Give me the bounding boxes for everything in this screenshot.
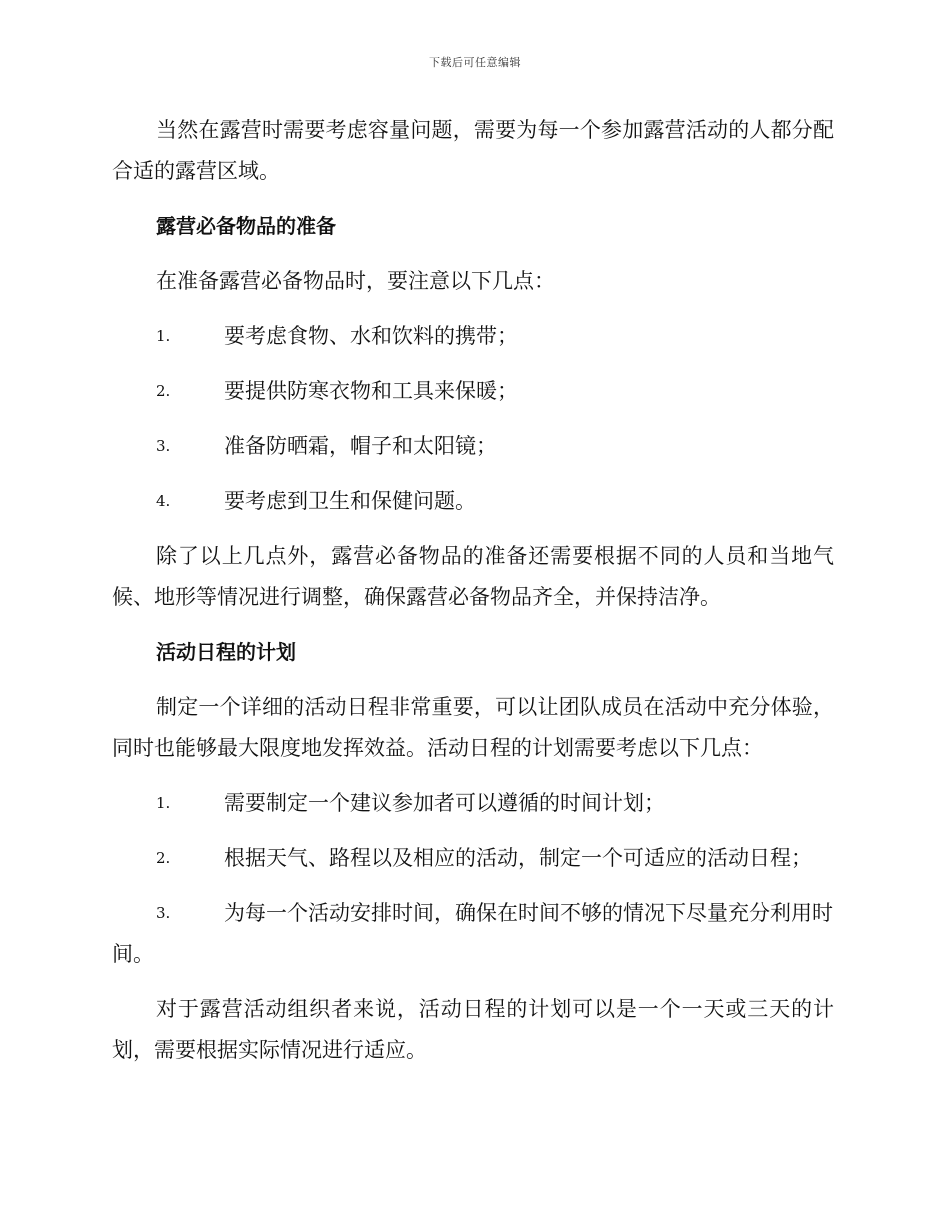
page-header: 下载后可任意编辑 [429, 56, 521, 69]
paragraph-capacity: 当然在露营时需要考虑容量问题，需要为每一个参加露营活动的人都分配合适的露营区域。 [112, 118, 834, 183]
list-item [112, 481, 834, 522]
list-item-number: 3. [156, 904, 171, 922]
list-item-text: 需要制定一个建议参加者可以遵循的时间计划； [224, 791, 665, 815]
list-item-number: 2. [156, 382, 171, 400]
list-item-text: 要提供防寒衣物和工具来保暖； [224, 379, 518, 403]
list-item-text: 要考虑到卫生和保健问题。 [224, 489, 476, 513]
section-heading-supplies: 露营必备物品的准备 [156, 214, 336, 238]
list-item [112, 316, 834, 357]
section-heading-schedule: 活动日程的计划 [156, 640, 296, 664]
list-item-number: 2. [156, 849, 171, 867]
list-item-text: 准备防晒霜，帽子和太阳镜； [224, 434, 497, 458]
list-item-text: 为每一个活动安排时间，确保在时间不够的情况下尽量充分利用时间。 [112, 901, 833, 966]
list-item [112, 893, 834, 975]
paragraph-schedule-closing: 对于露营活动组织者来说，活动日程的计划可以是一个一天或三天的计划，需要根据实际情况进行适应。 [112, 997, 834, 1062]
list-item [112, 371, 834, 412]
list-item-number: 1. [156, 327, 171, 345]
paragraph-supplies-intro: 在准备露营必备物品时，要注意以下几点： [156, 269, 555, 293]
document-body [112, 110, 834, 1085]
list-item-text: 要考虑食物、水和饮料的携带； [224, 324, 518, 348]
list-item-text: 根据天气、路程以及相应的活动，制定一个可适应的活动日程； [224, 846, 812, 870]
list-item [112, 783, 834, 824]
list-item [112, 838, 834, 879]
paragraph-schedule-intro: 制定一个详细的活动日程非常重要，可以让团队成员在活动中充分体验，同时也能够最大限度地发挥效益。活动日程的计划需要考虑以下几点： [112, 695, 834, 760]
list-item-number: 3. [156, 437, 171, 455]
list-item-number: 1. [156, 794, 171, 812]
list-item-number: 4. [156, 492, 171, 510]
paragraph-supplies-closing: 除了以上几点外，露营必备物品的准备还需要根据不同的人员和当地气候、地形等情况进行调整，确保露营必备物品齐全，并保持洁净。 [112, 544, 834, 609]
list-item [112, 426, 834, 467]
